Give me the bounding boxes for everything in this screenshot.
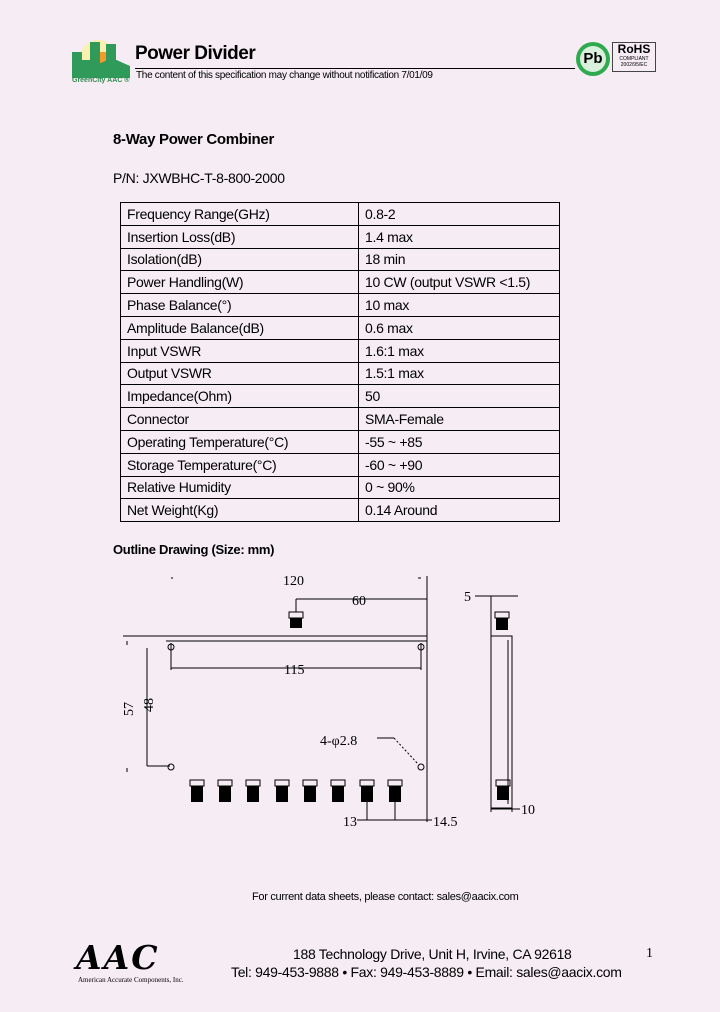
dim-48: 48 xyxy=(142,698,157,712)
dim-57: 57 xyxy=(122,702,137,716)
dim-60: 60 xyxy=(352,594,366,609)
address: 188 Technology Drive, Unit H, Irvine, CA 92618 xyxy=(293,946,572,962)
spec-value: 0.6 max xyxy=(359,316,560,339)
part-number: P/N: JXWBHC-T-8-800-2000 xyxy=(113,170,285,186)
spec-label: Output VSWR xyxy=(121,362,359,385)
spec-label: Insertion Loss(dB) xyxy=(121,225,359,248)
side-connector-icon xyxy=(497,786,509,800)
spec-label: Power Handling(W) xyxy=(121,271,359,294)
spec-value: 10 max xyxy=(359,294,560,317)
output-connector-icon-body xyxy=(388,780,402,786)
outline-title: Outline Drawing (Size: mm) xyxy=(113,542,275,557)
company-name: American Accurate Components, Inc. xyxy=(78,976,184,984)
output-connector-icon xyxy=(304,786,316,802)
spec-value: -60 ~ +90 xyxy=(359,453,560,476)
page-number: 1 xyxy=(646,946,653,961)
spec-label: Amplitude Balance(dB) xyxy=(121,316,359,339)
doc-title: Power Divider xyxy=(135,43,256,64)
output-connector-icon xyxy=(332,786,344,802)
spec-value: 50 xyxy=(359,385,560,408)
output-connector-icon-body xyxy=(190,780,204,786)
dim-14-5: 14.5 xyxy=(433,815,458,830)
pb-label: Pb xyxy=(580,46,606,72)
spec-label: Phase Balance(°) xyxy=(121,294,359,317)
dim-13: 13 xyxy=(343,815,357,830)
output-connector-icon-body xyxy=(218,780,232,786)
output-connector-icon xyxy=(389,786,401,802)
output-connector-icon xyxy=(219,786,231,802)
output-connector-icon xyxy=(191,786,203,802)
rohs-line1: COMPLIANT xyxy=(619,56,649,62)
side-connector-icon xyxy=(496,618,508,630)
output-connector-icon-body xyxy=(331,780,345,786)
dim-120: 120 xyxy=(283,574,304,589)
output-connector-icon-body xyxy=(246,780,260,786)
logo-caption: GreenCity AAC ® xyxy=(72,77,130,84)
output-connector-icon xyxy=(247,786,259,802)
spec-value: 0.14 Around xyxy=(359,499,560,522)
spec-label: Storage Temperature(°C) xyxy=(121,453,359,476)
spec-label: Impedance(Ohm) xyxy=(121,385,359,408)
spec-value: 10 CW (output VSWR <1.5) xyxy=(359,271,560,294)
spec-value: 1.4 max xyxy=(359,225,560,248)
contact-line: Tel: 949-453-9888 • Fax: 949-453-8889 • Email: sales@aacix.com xyxy=(231,964,622,980)
input-connector-icon xyxy=(290,618,302,628)
spec-label: Frequency Range(GHz) xyxy=(121,203,359,226)
contact-note: For current data sheets, please contact: sales@aacix.com xyxy=(252,891,519,903)
aac-logo: AAC xyxy=(76,938,160,977)
product-heading: 8-Way Power Combiner xyxy=(113,131,274,148)
spec-label: Connector xyxy=(121,408,359,431)
side-view-body xyxy=(491,636,512,808)
spec-label: Operating Temperature(°C) xyxy=(121,430,359,453)
rohs-main: RoHS xyxy=(617,42,651,56)
dim-115: 115 xyxy=(284,663,305,678)
dim-10: 10 xyxy=(521,803,535,818)
spec-value: 1.5:1 max xyxy=(359,362,560,385)
dim-5: 5 xyxy=(464,590,471,605)
output-connector-icon-body xyxy=(303,780,317,786)
spec-notice: The content of this specification may change without notification 7/01/09 xyxy=(136,70,433,81)
output-connector-icon-body xyxy=(275,780,289,786)
output-connector-icon xyxy=(361,786,373,802)
rohs-line2: 2002/95/EC xyxy=(620,62,648,68)
input-connector-icon-body xyxy=(289,612,303,618)
spec-label: Relative Humidity xyxy=(121,476,359,499)
output-connector-icon xyxy=(276,786,288,802)
spec-value: 0.8-2 xyxy=(359,203,560,226)
spec-value: 0 ~ 90% xyxy=(359,476,560,499)
spec-label: Input VSWR xyxy=(121,339,359,362)
spec-value: SMA-Female xyxy=(359,408,560,431)
side-connector-icon-body xyxy=(495,612,509,618)
spec-value: 18 min xyxy=(359,248,560,271)
spec-label: Isolation(dB) xyxy=(121,248,359,271)
spec-value: 1.6:1 max xyxy=(359,339,560,362)
dim-holes: 4-φ2.8 xyxy=(320,734,358,749)
output-connector-icon-body xyxy=(360,780,374,786)
spec-label: Net Weight(Kg) xyxy=(121,499,359,522)
spec-value: -55 ~ +85 xyxy=(359,430,560,453)
